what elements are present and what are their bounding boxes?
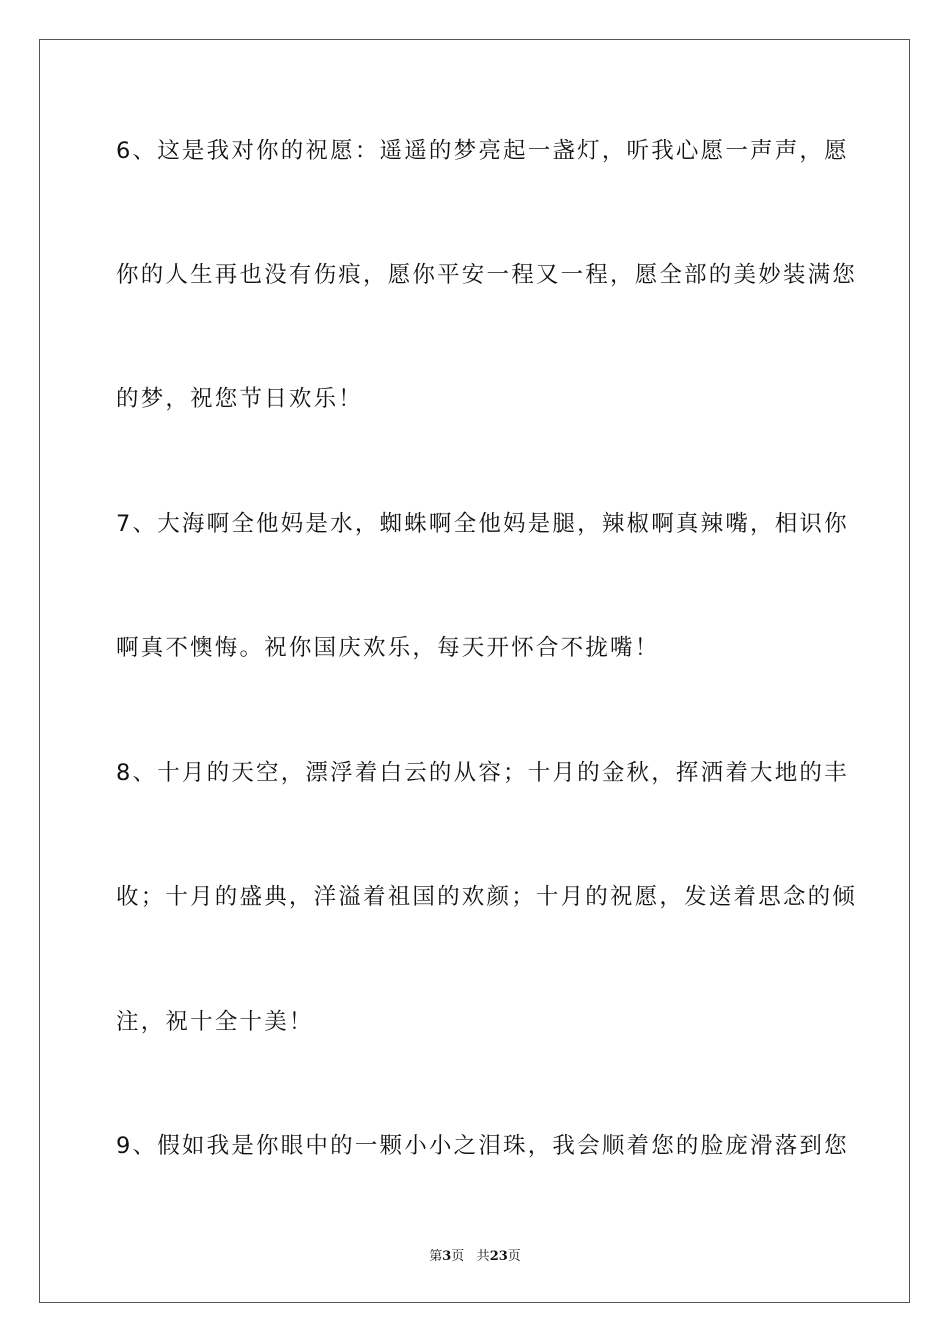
paragraph-9-line-1: 9、假如我是你眼中的一颗小小之泪珠，我会顺着您的脸庞滑落到您 bbox=[116, 1133, 849, 1159]
page-number: 3 bbox=[442, 1249, 452, 1264]
paragraph-7-line-1: 7、大海啊全他妈是水，蜘蛛啊全他妈是腿，辣椒啊真辣嘴，相识你 bbox=[116, 511, 849, 537]
paragraph-6-line-2: 你的人生再也没有伤痕，愿你平安一程又一程，愿全部的美妙装满您 bbox=[116, 262, 858, 288]
paragraph-8-line-2: 收；十月的盛典，洋溢着祖国的欢颜；十月的祝愿，发送着思念的倾 bbox=[116, 884, 858, 910]
page-suffix: 页 bbox=[451, 1249, 465, 1264]
page-footer bbox=[0, 1248, 950, 1266]
page-border bbox=[39, 39, 910, 1303]
total-pages: 23 bbox=[489, 1249, 508, 1264]
paragraph-6-line-3: 的梦，祝您节日欢乐！ bbox=[116, 386, 364, 412]
page-prefix: 第 bbox=[429, 1249, 443, 1264]
paragraph-8-line-3: 注，祝十全十美！ bbox=[116, 1009, 314, 1035]
total-suffix: 页 bbox=[507, 1249, 521, 1264]
paragraph-7-line-2: 啊真不懊悔。祝你国庆欢乐，每天开怀合不拢嘴！ bbox=[116, 635, 660, 661]
paragraph-6-line-1: 6、这是我对你的祝愿：遥遥的梦亮起一盏灯，听我心愿一声声，愿 bbox=[116, 138, 849, 164]
paragraph-8-line-1: 8、十月的天空，漂浮着白云的从容；十月的金秋，挥洒着大地的丰 bbox=[116, 760, 849, 786]
total-prefix: 共 bbox=[476, 1249, 490, 1264]
